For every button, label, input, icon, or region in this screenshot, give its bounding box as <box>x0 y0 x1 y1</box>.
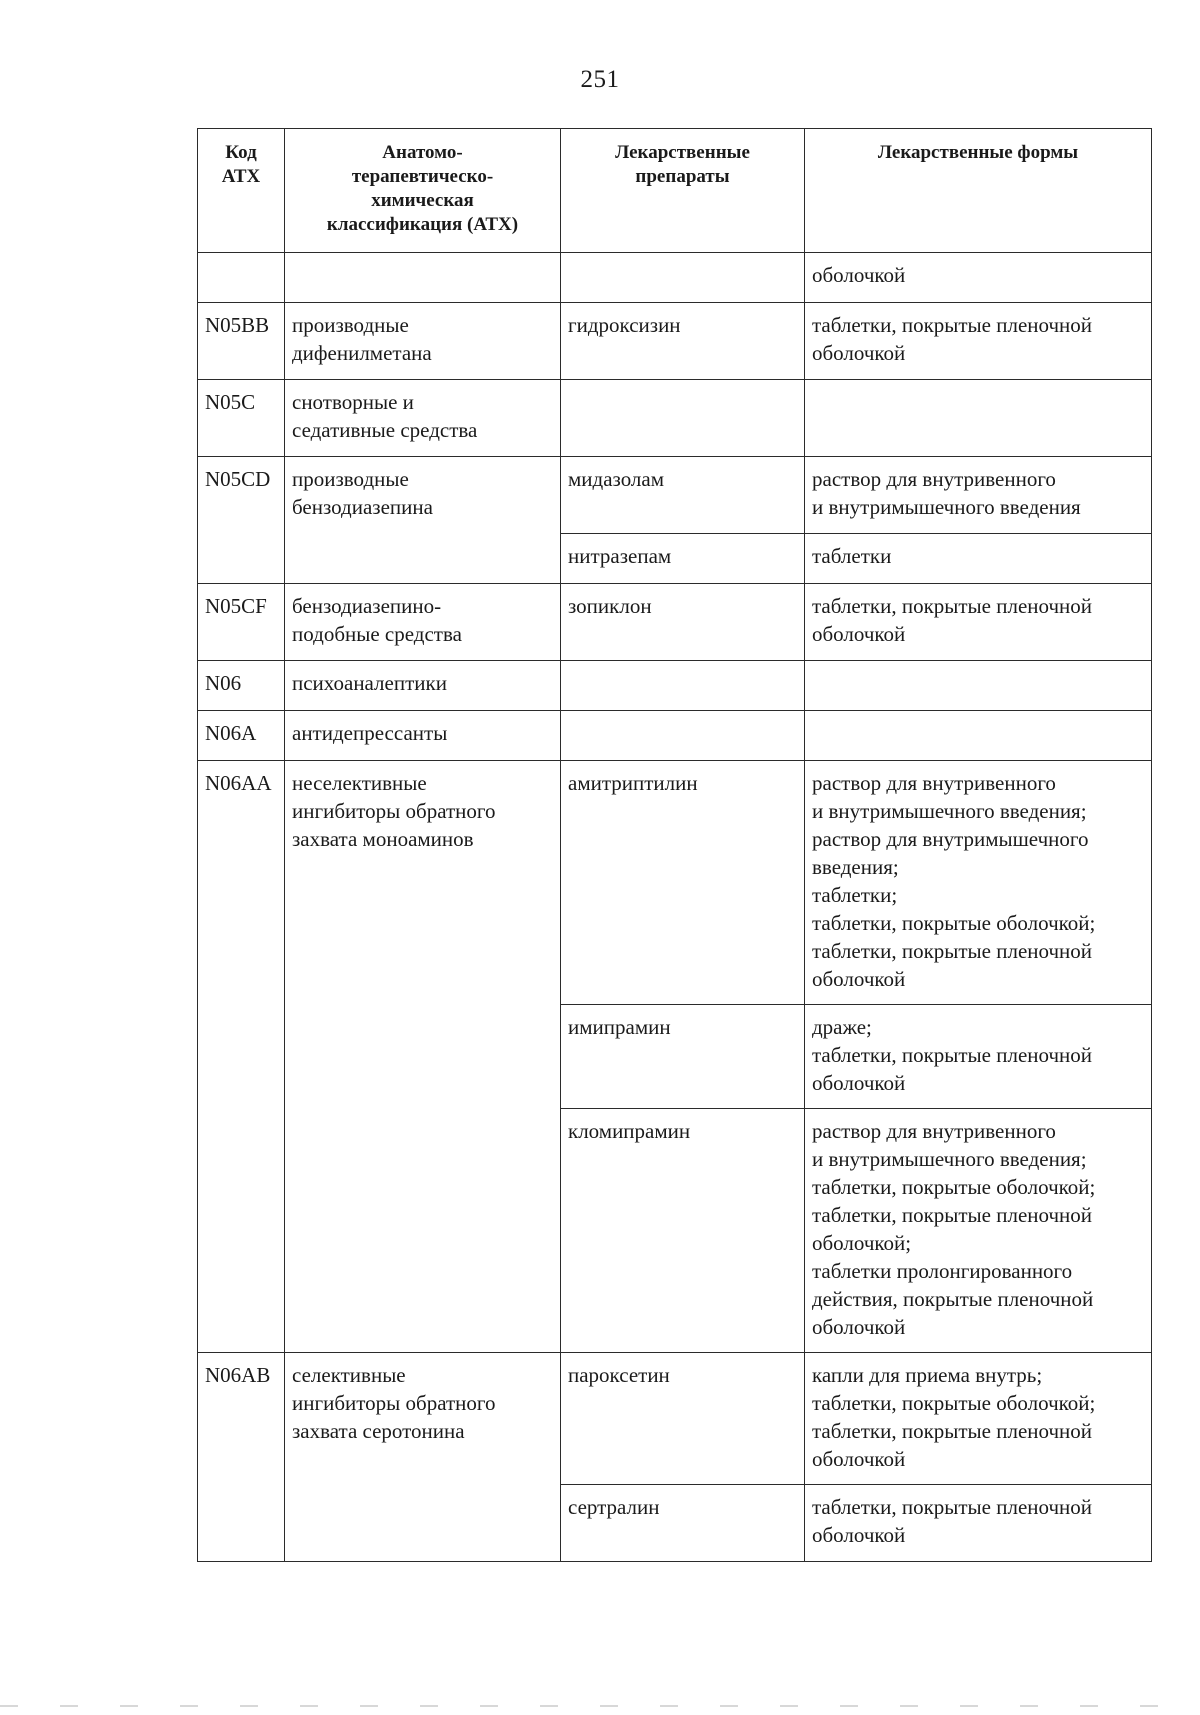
drug-name-cell <box>561 661 805 711</box>
dosage-form-cell: раствор для внутривенного и внутримышечного введения <box>805 457 1152 534</box>
classification-cell: снотворные и седативные средства <box>285 380 561 457</box>
dosage-form-cell: капли для приема внутрь; таблетки, покрытые оболочкой; таблетки, покрытые пленочной оболочкой <box>805 1353 1152 1485</box>
drug-name-cell: сертралин <box>561 1485 805 1562</box>
dosage-form-cell: таблетки, покрытые пленочной оболочкой <box>805 1485 1152 1562</box>
drug-name-cell: нитразепам <box>561 534 805 584</box>
classification-cell: психоаналептики <box>285 661 561 711</box>
table-row <box>198 253 1152 303</box>
dosage-form-cell <box>805 380 1152 457</box>
table-row <box>198 711 1152 761</box>
table-row <box>198 761 1152 1005</box>
atc-code-cell: N05C <box>198 380 285 457</box>
header-drugs: Лекарственные препараты <box>561 129 805 253</box>
dosage-form-cell: таблетки <box>805 534 1152 584</box>
atc-code-cell <box>198 253 285 303</box>
table-row <box>198 584 1152 661</box>
drug-name-cell: зопиклон <box>561 584 805 661</box>
classification-cell: бензодиазепино- подобные средства <box>285 584 561 661</box>
dosage-form-cell <box>805 661 1152 711</box>
classification-cell <box>285 253 561 303</box>
table-row <box>198 457 1152 534</box>
page-number: 251 <box>580 66 620 93</box>
header-atc-classification: Анатомо- терапевтическо- химическая классификация (АТХ) <box>285 129 561 253</box>
drug-name-cell: мидазолам <box>561 457 805 534</box>
dosage-form-cell: раствор для внутривенного и внутримышечного введения; раствор для внутримышечного введения; таблетки; таблетки, покрытые оболочкой; таблетки, покрытые пленочной оболочкой <box>805 761 1152 1005</box>
classification-cell: селективные ингибиторы обратного захвата серотонина <box>285 1353 561 1562</box>
dosage-form-cell: раствор для внутривенного и внутримышечного введения; таблетки, покрытые оболочкой; таблетки, покрытые пленочной оболочкой; таблетки пролонгированного действия, покрытые пленочной оболочкой <box>805 1109 1152 1353</box>
drug-name-cell <box>561 380 805 457</box>
atc-code-cell: N06AA <box>198 761 285 1353</box>
dosage-form-cell: таблетки, покрытые пленочной оболочкой <box>805 584 1152 661</box>
table-header-row <box>198 129 1152 253</box>
classification-cell: неселективные ингибиторы обратного захвата моноаминов <box>285 761 561 1353</box>
atc-code-cell: N06A <box>198 711 285 761</box>
dosage-form-cell: драже; таблетки, покрытые пленочной оболочкой <box>805 1005 1152 1109</box>
drug-name-cell: пароксетин <box>561 1353 805 1485</box>
drug-name-cell: имипрамин <box>561 1005 805 1109</box>
atc-table <box>197 128 1152 1562</box>
table-row <box>198 1353 1152 1485</box>
atc-code-cell: N06AB <box>198 1353 285 1562</box>
dosage-form-cell <box>805 711 1152 761</box>
atc-code-cell: N05BB <box>198 303 285 380</box>
classification-cell: производные дифенилметана <box>285 303 561 380</box>
drug-name-cell: гидроксизин <box>561 303 805 380</box>
scan-edge-noise <box>0 1705 1200 1707</box>
classification-cell: производные бензодиазепина <box>285 457 561 584</box>
atc-code-cell: N05CF <box>198 584 285 661</box>
drug-name-cell <box>561 253 805 303</box>
atc-code-cell: N05CD <box>198 457 285 584</box>
table-row <box>198 380 1152 457</box>
table-row <box>198 303 1152 380</box>
drug-name-cell: кломипрамин <box>561 1109 805 1353</box>
dosage-form-cell: таблетки, покрытые пленочной оболочкой <box>805 303 1152 380</box>
drug-name-cell <box>561 711 805 761</box>
header-dosage-forms: Лекарственные формы <box>805 129 1152 253</box>
classification-cell: антидепрессанты <box>285 711 561 761</box>
drug-name-cell: амитриптилин <box>561 761 805 1005</box>
header-atc-code: Код АТХ <box>198 129 285 253</box>
atc-code-cell: N06 <box>198 661 285 711</box>
dosage-form-cell: оболочкой <box>805 253 1152 303</box>
table-row <box>198 661 1152 711</box>
